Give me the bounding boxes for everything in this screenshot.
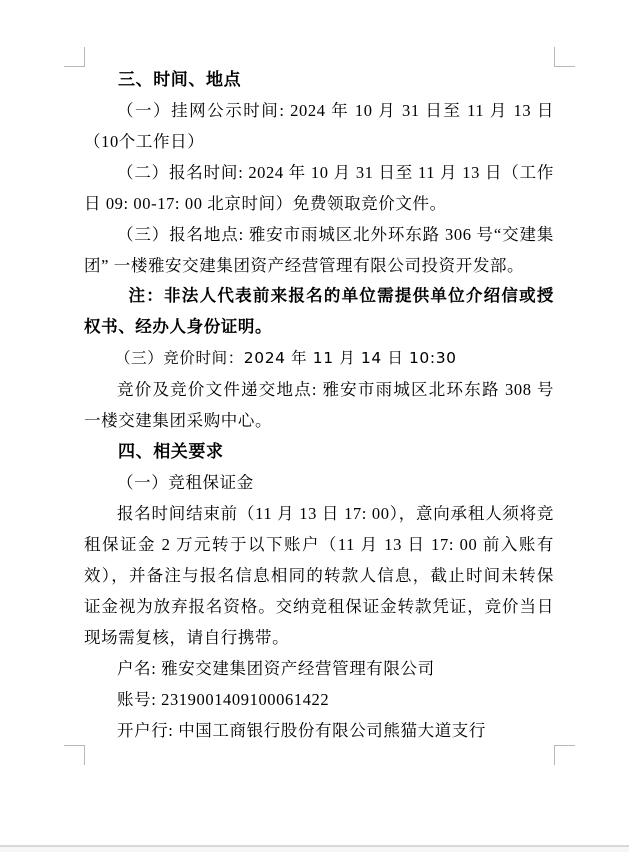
section-heading-time-place: 三、时间、地点: [118, 70, 242, 89]
text-boundary-mark-bottom-right: [554, 745, 575, 765]
paragraph-account-name: 户名: 雅安交建集团资产经营管理有限公司: [117, 659, 435, 678]
text-boundary-mark-top-left: [64, 47, 85, 67]
text-boundary-mark-top-right: [554, 47, 575, 67]
paragraph-bank-branch: 开户行: 中国工商银行股份有限公司熊猫大道支行: [117, 721, 487, 740]
canvas-below-page: [0, 847, 629, 852]
section-heading-requirements: 四、相关要求: [118, 442, 224, 461]
paragraph-note-authorization: 注：非法人代表前来报名的单位需提供单位介绍信或授权书、经办人身份证明。: [84, 287, 554, 336]
paragraph-registration-time: （二）报名时间: 2024 年 10 月 31 日至 11 月 13 日（工作日 09: 00-17: 00 北京时间）免费领取竞价文件。: [84, 163, 554, 213]
paragraph-bidding-place: 竞价及竞价文件递交地点: 雅安市雨城区北环东路 308 号一楼交建集团采购中心。: [84, 380, 554, 430]
document-body: [84, 64, 554, 746]
paragraph-posting-time: （一）挂网公示时间: 2024 年 10 月 31 日至 11 月 13 日（10个工作日）: [84, 101, 554, 151]
text-boundary-mark-bottom-left: [64, 745, 85, 765]
paragraph-deposit-details: 报名时间结束前（11 月 13 日 17: 00），意向承租人须将竞租保证金 2 万元转于以下账户（11 月 13 日 17: 00 前入账有效），并备注与报名信息相同的转款人信息，截止时间未转保证金视为放弃报名资格。交纳竞租保证金转款凭证，竞价当日现场需复核，请自行携带。: [84, 504, 554, 647]
paragraph-deposit-subheading: （一）竞租保证金: [117, 473, 254, 492]
paragraph-bidding-time: （三）竞价时间：2024 年 11 月 14 日 10:30: [115, 349, 457, 367]
paragraph-account-number: 账号: 2319001409100061422: [117, 690, 330, 709]
paragraph-registration-place: （三）报名地点: 雅安市雨城区北外环东路 306 号“交建集团” 一楼雅安交建集团资产经营管理有限公司投资开发部。: [84, 225, 554, 275]
